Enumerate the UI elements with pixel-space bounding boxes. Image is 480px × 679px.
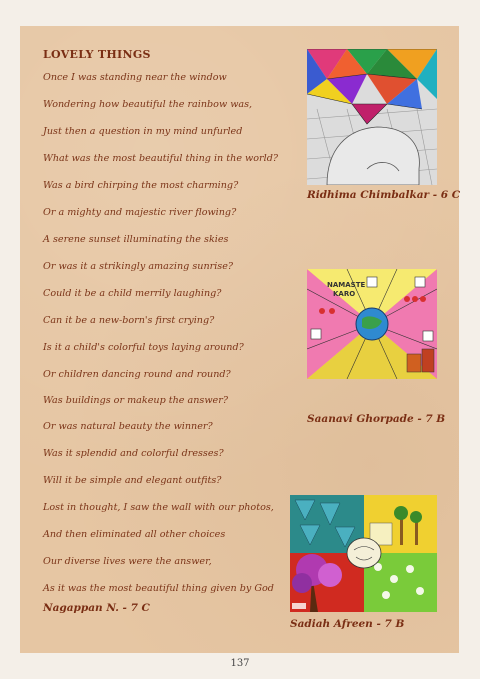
artwork-caption: Saanavi Ghorpade - 7 B [307, 413, 446, 425]
poem-line: Or a mighty and majestic river flowing? [43, 207, 237, 218]
poem-line: Or was natural beauty the winner? [43, 421, 213, 432]
poem-line: A serene sunset illuminating the skies [43, 234, 229, 245]
poem-line: Was it splendid and colorful dresses? [43, 448, 224, 459]
artwork-namaste-poster [307, 269, 437, 379]
namaste-poster-icon [307, 269, 437, 379]
poem-line: Once I was standing near the window [43, 72, 227, 83]
poem-line: As it was the most beautiful thing given by God [43, 583, 274, 594]
poem-title: LOVELY THINGS [43, 48, 151, 61]
poem-line: Or children dancing round and round? [43, 369, 231, 380]
poem-line: Wondering how beautiful the rainbow was, [43, 99, 253, 110]
artwork-caption: Sadiah Afreen - 7 B [290, 618, 405, 630]
poem-line: Lost in thought, I saw the wall with our photos, [43, 502, 274, 513]
poem-line: What was the most beautiful thing in the world? [43, 153, 278, 164]
poster-sign-text: KARO [333, 290, 356, 298]
poem-line: Our diverse lives were the answer, [43, 556, 212, 567]
poem-line: Was buildings or makeup the answer? [43, 395, 228, 406]
poem-line: Was a bird chirping the most charming? [43, 180, 239, 191]
artwork-collage [290, 495, 437, 612]
artwork-caption: Ridhima Chimbalkar - 6 C [307, 189, 461, 201]
poem-line: Just then a question in my mind unfurled [43, 126, 243, 137]
poem-line: And then eliminated all other choices [43, 529, 226, 540]
poem-author: Nagappan N. - 7 C [43, 602, 150, 614]
poem-line: Can it be a new-born's first crying? [43, 315, 215, 326]
poem-line: Is it a child's colorful toys laying around? [43, 342, 244, 353]
geometric-head-drawing-icon [307, 49, 437, 185]
poem-line: Or was it a strikingly amazing sunrise? [43, 261, 234, 272]
collage-artwork-icon [290, 495, 437, 612]
poster-sign-text: NAMASTE [327, 281, 366, 289]
page-number: 137 [230, 658, 250, 669]
poem-line: Will it be simple and elegant outfits? [43, 475, 222, 486]
artwork-geometric-head [307, 49, 437, 185]
poem-line: Could it be a child merrily laughing? [43, 288, 222, 299]
